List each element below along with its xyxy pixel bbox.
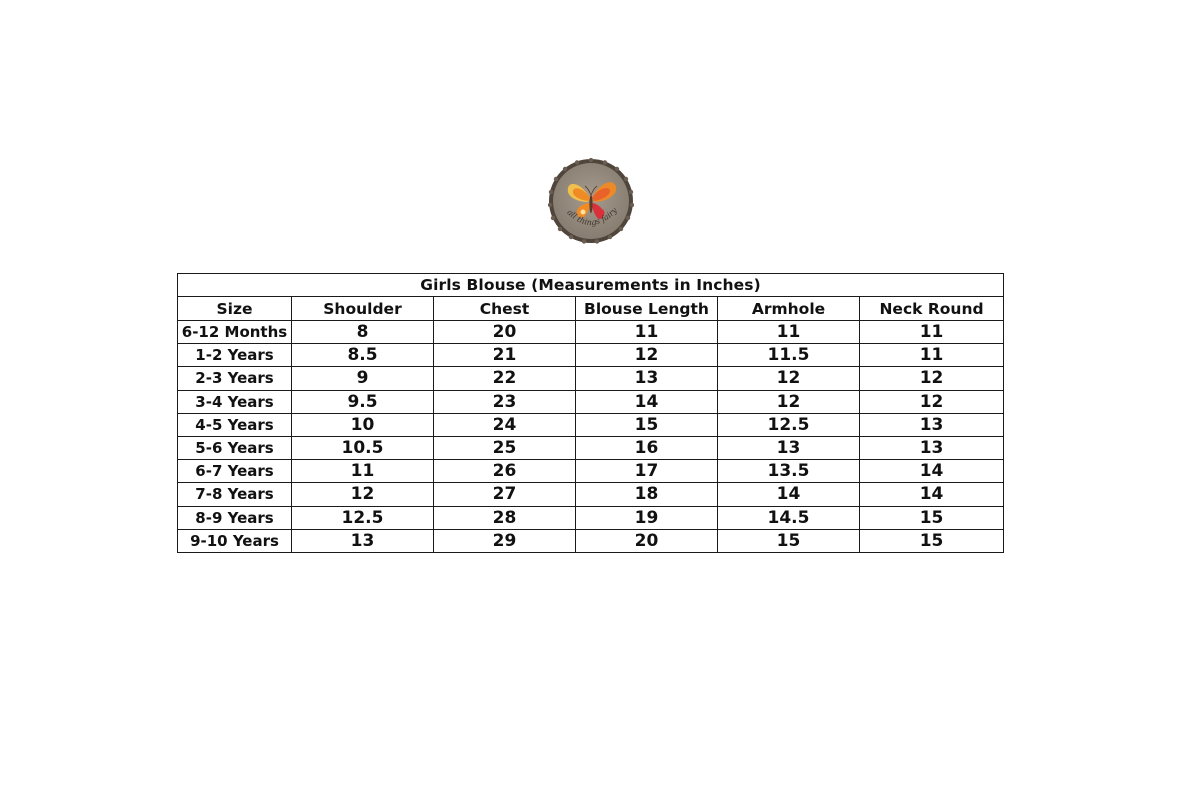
- measurement-cell: 15: [860, 529, 1004, 552]
- measurement-cell: 11: [292, 460, 434, 483]
- measurement-cell: 10.5: [292, 436, 434, 459]
- measurement-cell: 8: [292, 321, 434, 344]
- measurement-cell: 13: [860, 436, 1004, 459]
- measurement-cell: 16: [576, 436, 718, 459]
- table-body: [178, 321, 1004, 553]
- measurement-cell: 12: [860, 390, 1004, 413]
- measurement-cell: 21: [434, 344, 576, 367]
- column-header: Blouse Length: [576, 297, 718, 321]
- table-row: [178, 506, 1004, 529]
- measurement-cell: 10: [292, 413, 434, 436]
- measurement-cell: 11: [718, 321, 860, 344]
- measurement-cell: 15: [718, 529, 860, 552]
- table-row: [178, 529, 1004, 552]
- column-header: Size: [178, 297, 292, 321]
- size-cell: 1-2 Years: [178, 344, 292, 367]
- measurement-cell: 15: [576, 413, 718, 436]
- column-header: Armhole: [718, 297, 860, 321]
- measurement-cell: 23: [434, 390, 576, 413]
- size-chart-table: [177, 273, 1004, 553]
- size-cell: 4-5 Years: [178, 413, 292, 436]
- size-cell: 7-8 Years: [178, 483, 292, 506]
- column-header: Shoulder: [292, 297, 434, 321]
- measurement-cell: 13: [860, 413, 1004, 436]
- measurement-cell: 14: [860, 483, 1004, 506]
- table-row: [178, 367, 1004, 390]
- measurement-cell: 17: [576, 460, 718, 483]
- measurement-cell: 28: [434, 506, 576, 529]
- measurement-cell: 19: [576, 506, 718, 529]
- table-row: [178, 344, 1004, 367]
- column-header: Neck Round: [860, 297, 1004, 321]
- measurement-cell: 26: [434, 460, 576, 483]
- measurement-cell: 15: [860, 506, 1004, 529]
- measurement-cell: 13: [718, 436, 860, 459]
- measurement-cell: 22: [434, 367, 576, 390]
- measurement-cell: 12: [860, 367, 1004, 390]
- butterfly-icon: [548, 158, 634, 244]
- table-row: [178, 436, 1004, 459]
- size-cell: 6-7 Years: [178, 460, 292, 483]
- table-row: [178, 390, 1004, 413]
- measurement-cell: 12: [718, 390, 860, 413]
- measurement-cell: 11.5: [718, 344, 860, 367]
- measurement-cell: 29: [434, 529, 576, 552]
- measurement-cell: 9.5: [292, 390, 434, 413]
- measurement-cell: 13.5: [718, 460, 860, 483]
- measurement-cell: 8.5: [292, 344, 434, 367]
- header-row: [178, 297, 1004, 321]
- measurement-cell: 12.5: [718, 413, 860, 436]
- measurement-cell: 11: [576, 321, 718, 344]
- measurement-cell: 12: [292, 483, 434, 506]
- size-cell: 8-9 Years: [178, 506, 292, 529]
- measurement-cell: 14: [860, 460, 1004, 483]
- measurement-cell: 24: [434, 413, 576, 436]
- measurement-cell: 14: [718, 483, 860, 506]
- measurement-cell: 12: [718, 367, 860, 390]
- measurement-cell: 11: [860, 321, 1004, 344]
- measurement-cell: 20: [434, 321, 576, 344]
- table-row: [178, 413, 1004, 436]
- measurement-cell: 20: [576, 529, 718, 552]
- measurement-cell: 18: [576, 483, 718, 506]
- size-cell: 9-10 Years: [178, 529, 292, 552]
- size-cell: 3-4 Years: [178, 390, 292, 413]
- size-cell: 5-6 Years: [178, 436, 292, 459]
- table-row: [178, 321, 1004, 344]
- column-header: Chest: [434, 297, 576, 321]
- svg-text:all things fairy: all things fairy: [565, 205, 619, 228]
- measurement-cell: 9: [292, 367, 434, 390]
- measurement-cell: 14.5: [718, 506, 860, 529]
- measurement-cell: 11: [860, 344, 1004, 367]
- measurement-cell: 12: [576, 344, 718, 367]
- table-row: [178, 460, 1004, 483]
- size-cell: 6-12 Months: [178, 321, 292, 344]
- table-title: Girls Blouse (Measurements in Inches): [178, 274, 1004, 297]
- measurement-cell: 25: [434, 436, 576, 459]
- measurement-cell: 12.5: [292, 506, 434, 529]
- measurement-cell: 13: [576, 367, 718, 390]
- measurement-cell: 13: [292, 529, 434, 552]
- size-cell: 2-3 Years: [178, 367, 292, 390]
- table-row: [178, 483, 1004, 506]
- measurement-cell: 14: [576, 390, 718, 413]
- measurement-cell: 27: [434, 483, 576, 506]
- brand-logo: [548, 158, 634, 244]
